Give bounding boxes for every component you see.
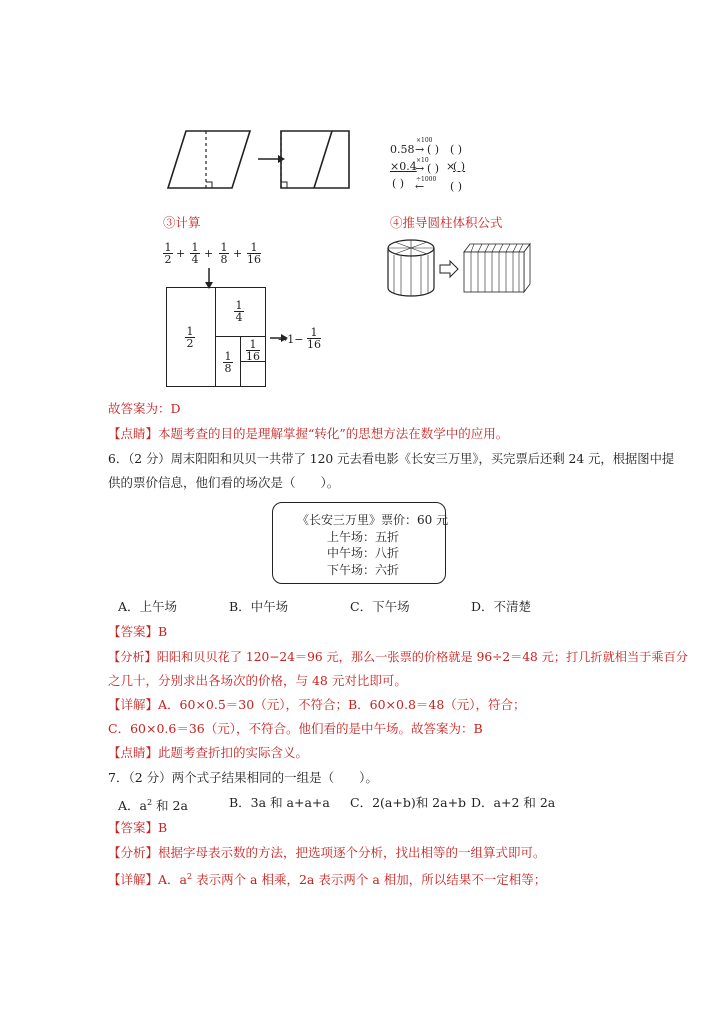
ticket-title: 《长安三万里》票价：60 元 <box>297 513 449 527</box>
ticket-afternoon: 下午场：六折 <box>327 563 400 577</box>
parallelogram-conversion-diagram <box>160 128 360 192</box>
q6-detail-line1 <box>108 697 526 713</box>
fraction-sixteenth: $\frac{1}{16}$ <box>247 241 261 266</box>
fraction-eighth: $\frac{1}{8}$ <box>220 241 228 266</box>
blank-paren: ( ) <box>450 180 463 193</box>
ticket-price-box <box>272 502 449 584</box>
q7-detail: 【详解】A．$a^2$ 表示两个 a 相乘，2a 表示两个 a 相加，所以结果不一定相等； <box>108 872 547 888</box>
q6-stem-line1: 6．（2 分）周末阳阳和贝贝一共带了 120 元去看电影《长安三万里》，买完票后还剩 24 元，根据图中提 <box>108 452 675 466</box>
q6-stem-line2: 供的票价信息，他们看的场次是（ ）。 <box>108 475 340 490</box>
q7-answer <box>108 820 167 836</box>
area-sixteenth: $\frac{1}{16}$ <box>246 338 260 363</box>
answer-tag: 【答案】 <box>108 820 159 835</box>
decimal-value: 0.58 <box>390 143 415 156</box>
decimal-conversion-diagram <box>390 132 480 194</box>
fraction-quarter: $\frac{1}{4}$ <box>191 241 199 266</box>
q6-detail-line2: C．60×0.6＝36（元），不符合。他们看的是中午场。故答案为：B <box>108 721 483 736</box>
analysis-tag: 【分析】 <box>108 650 157 664</box>
diagram3-label: ③计算 <box>163 215 201 230</box>
area-eighth: $\frac{1}{8}$ <box>224 350 232 375</box>
detail-tag: 【详解】 <box>108 697 159 712</box>
times-sign: × <box>446 160 456 173</box>
ticket-noon: 中午场：八折 <box>327 546 400 560</box>
comment-tag: 【点睛】 <box>108 745 159 760</box>
arrow-right-icon: → <box>415 162 425 175</box>
q6-option-c: C．下午场 <box>350 599 410 614</box>
q7-option-b: B．3a 和 a+a+a <box>229 795 330 810</box>
answer-value: B <box>158 820 168 835</box>
plus-sign: + <box>204 247 214 260</box>
comment-text: 此题考查折扣的实际含义。 <box>158 745 309 760</box>
blank-paren: ( ) <box>453 160 466 173</box>
divide-1000-label: ÷1000 <box>416 176 437 183</box>
comment-text: 本题考查的目的是理解掌握“转化”的思想方法在数学中的应用。 <box>158 426 509 441</box>
plus-sign: + <box>176 247 186 260</box>
q7-stem: 7．（2 分）两个式子结果相同的一组是（ ）。 <box>108 770 378 785</box>
comment-tag: 【点睛】 <box>108 426 159 441</box>
q7-option-c: C．2(a+b)和 2a+b <box>350 795 467 810</box>
fraction-half: $\frac{1}{2}$ <box>164 241 172 266</box>
fraction-area-square <box>166 287 266 387</box>
area-quarter: $\frac{1}{4}$ <box>235 299 243 324</box>
answer-tag: 【答案】 <box>108 624 159 639</box>
q6-analysis-line1 <box>108 649 688 665</box>
blank-paren: ( ) <box>392 177 405 190</box>
arrow-right-icon: → <box>415 143 425 156</box>
blank-paren: ( ) <box>450 143 463 156</box>
result-prefix: →1− <box>278 333 304 346</box>
multiply-10-label: ×10 <box>416 157 429 164</box>
q6-option-b: B．中午场 <box>229 599 289 614</box>
detail-text: A．60×0.5＝30（元），不符合；B．60×0.8＝48（元），符合； <box>158 697 526 712</box>
q5-answer-line: 故答案为：D <box>108 401 181 416</box>
q6-analysis-line2: 之几十，分别求出各场次的价格，与 48 元对比即可。 <box>108 673 407 688</box>
analysis-text: 阳阳和贝贝花了 120−24＝96 元，那么一张票的价格就是 96÷2＝48 元；打几折就相当于乘百分 <box>156 650 688 664</box>
area-half: $\frac{1}{2}$ <box>186 325 194 350</box>
q6-option-d: D．不清楚 <box>471 599 532 614</box>
multiplier-label: ×0.4 <box>390 160 417 173</box>
result-fraction: $\frac{1}{16}$ <box>307 326 321 351</box>
ticket-morning: 上午场：五折 <box>327 530 400 544</box>
blank-paren: ( ) <box>427 143 440 156</box>
blank-paren: ( ) <box>427 162 440 175</box>
q6-option-a: A．上午场 <box>118 599 178 614</box>
answer-value: B <box>158 624 168 639</box>
q5-comment <box>108 426 508 442</box>
analysis-text: 根据字母表示数的方法，把选项逐个分析，找出相等的一组算式即可。 <box>158 845 546 860</box>
multiply-100-label: ×100 <box>416 137 433 144</box>
diagram4-label: ④推导圆柱体积公式 <box>390 215 503 230</box>
cylinder-conversion-diagram <box>384 238 534 300</box>
plus-sign: + <box>233 247 243 260</box>
detail-tag: 【详解】 <box>108 872 159 888</box>
q7-option-a: A．$a^2$ 和 2a <box>118 798 188 814</box>
q6-comment <box>108 745 308 761</box>
arrow-left-icon: ← <box>415 180 425 193</box>
q7-analysis <box>108 845 546 861</box>
analysis-tag: 【分析】 <box>108 845 159 860</box>
fraction-sum-expression <box>163 240 273 270</box>
q7-option-d: D．a+2 和 2a <box>471 795 556 810</box>
q6-answer <box>108 624 167 640</box>
